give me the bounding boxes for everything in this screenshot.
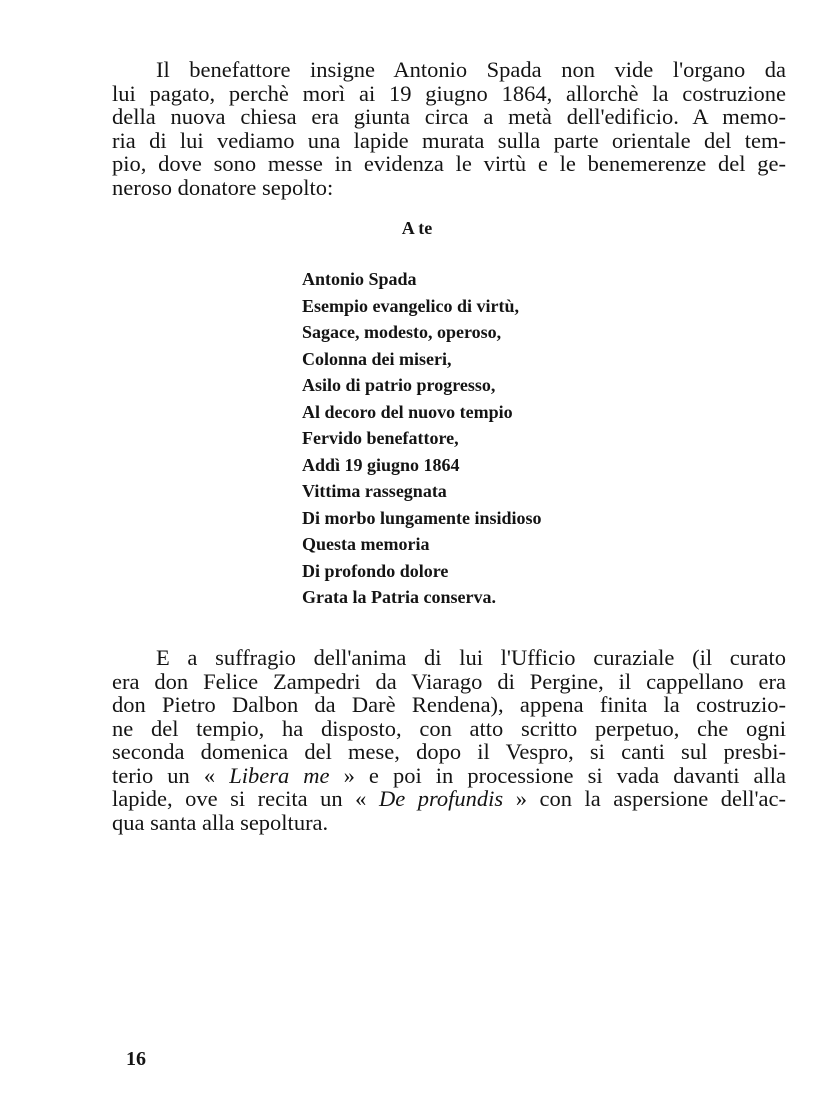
intro-paragraph [112, 58, 786, 199]
text-line: della nuova chiesa era giunta circa a metà dell'edificio. A memo- [112, 104, 786, 129]
inscription-line: Di profondo dolore [302, 560, 449, 581]
text-line: E a suffragio dell'anima di lui l'Ufficio curaziale (il curato [156, 645, 786, 670]
inscription-line: Fervido benefattore, [302, 428, 459, 448]
latin-title-libera-me: Libera me [229, 762, 330, 788]
text-line [112, 764, 786, 788]
text-line [112, 787, 786, 811]
text-line: lui pagato, perchè morì ai 19 giugno 1864, allorchè la costruzione [112, 80, 786, 106]
inscription-line: Asilo di patrio progresso, [302, 375, 496, 395]
text-fragment: » e poi in processione si vada davanti alla [329, 762, 786, 788]
page-number: 16 [126, 1048, 146, 1070]
epigraph-inscription [302, 266, 542, 611]
latin-title-de-profundis: De profundis [378, 786, 504, 811]
text-line: ne del tempio, ha disposto, con atto scritto perpetuo, che ogni [112, 715, 786, 741]
closing-paragraph [112, 646, 786, 834]
text-line: ria di lui vediamo una lapide murata sulla parte orientale del tem- [112, 127, 786, 153]
inscription-line: Sagace, modesto, operoso, [302, 322, 502, 342]
text-line: neroso donatore sepolto: [112, 174, 334, 200]
inscription-line: Al decoro del nuovo tempio [302, 401, 513, 422]
inscription-line: Addì 19 giugno 1864 [302, 454, 460, 475]
text-fragment: terio un « [112, 762, 230, 788]
inscription-line: Vittima rassegnata [302, 481, 447, 501]
inscription-line: Antonio Spada [302, 269, 417, 289]
text-line: era don Felice Zampedri da Viarago di Pergine, il cappellano era [112, 668, 786, 694]
epigraph-title: A te [401, 218, 433, 238]
inscription-line: Questa memoria [302, 534, 430, 554]
text-line: Il benefattore insigne Antonio Spada non vide l'organo da [156, 57, 786, 82]
inscription-line: Esempio evangelico di virtù, [302, 295, 519, 316]
text-fragment: » con la aspersione dell'ac- [503, 786, 787, 811]
text-line: qua santa alla sepoltura. [112, 809, 329, 835]
text-line: don Pietro Dalbon da Darè Rendena), appena finita la costruzio- [112, 692, 786, 717]
text-fragment: lapide, ove si recita un « [112, 786, 379, 811]
inscription-line: Di morbo lungamente insidioso [302, 507, 542, 528]
text-line: seconda domenica del mese, dopo il Vespro, si canti sul presbi- [112, 739, 786, 764]
text-line: pio, dove sono messe in evidenza le virtù e le benemerenze del ge- [112, 151, 786, 176]
inscription-line: Grata la Patria conserva. [302, 587, 496, 607]
inscription-line: Colonna dei miseri, [302, 348, 452, 369]
